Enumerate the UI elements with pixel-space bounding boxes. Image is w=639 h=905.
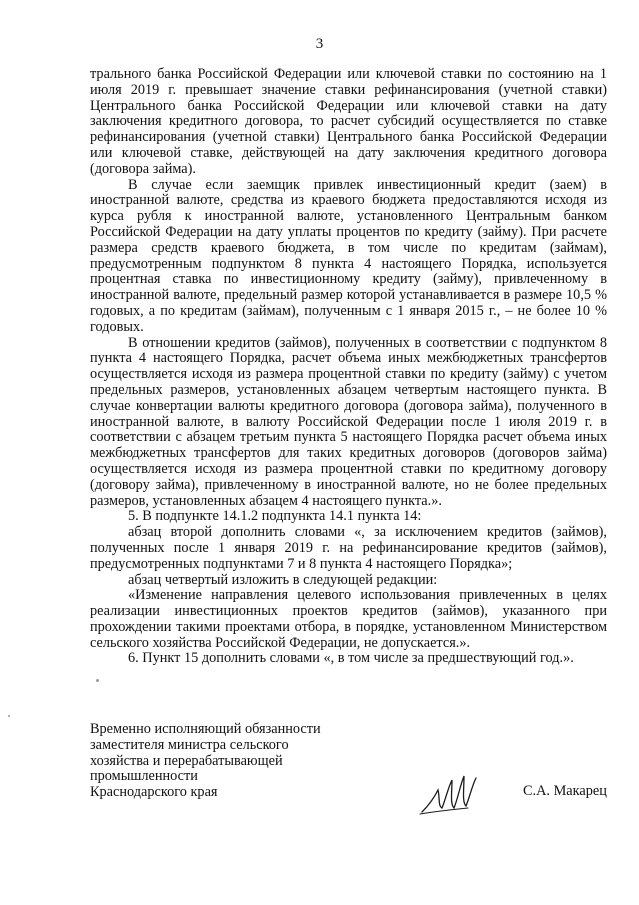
signatory-position-line: хозяйства и перерабатывающей	[90, 752, 283, 769]
paragraph-item-5-quote: «Изменение направления целевого использования привлеченных в целях реализации инвестиционных проектов кредитов (займов), указанного при прохождении такими проектами отбора, в порядке, установленном Министерством сельского хозяйства Российской Федерации, не допускается.».	[90, 587, 607, 651]
signatory-position-line: Краснодарского края	[90, 784, 218, 801]
handwritten-signature	[418, 768, 484, 820]
signatory-position	[90, 722, 350, 801]
scan-speck	[8, 715, 10, 717]
scan-speck	[96, 679, 99, 682]
document-body	[90, 67, 607, 667]
page-number: 3	[315, 36, 324, 52]
paragraph-item-6: 6. Пункт 15 дополнить словами «, в том числе за предшествующий год.».	[128, 650, 574, 667]
paragraph-foreign-currency: В случае если заемщик привлек инвестиционный кредит (заем) в иностранной валюте, средства из краевого бюджета предоставляются исходя из курса рубля к иностранной валюте, установленного Центральным банком Российской Федерации на дату уплаты процентов по кредиту (займу). При расчете размера средств краевого бюджета, в том числе по кредитам (займам), предусмотренным подпунктом 8 пункта 4 настоящего Порядка, используется процентная ставка по инвестиционному кредиту (займу), привлеченному в иностранной валюте, предельный размер которой устанавливается в размере 10,5 % годовых, а по кредитам (займам), полученным с 1 января 2015 г., – не более 10 % годовых.	[90, 176, 607, 335]
signatory-position-line: заместителя министра сельского	[90, 736, 289, 753]
paragraph-item-5-abzac-2: абзац второй дополнить словами «, за исключением кредитов (займов), полученных после 1 января 2019 г. на рефинансирование кредитов (займов), предусмотренных подпунктами 7 и 8 пункта 4 настоящего Порядка»;	[90, 524, 607, 572]
paragraph-continuation: трального банка Российской Федерации или ключевой ставки по состоянию на 1 июля 2019 г. превышает значение ставки рефинансирования (учетной ставки) Центрального банка Российской Федерации или ключевой ставки на дату заключения кредитного договора, то расчет субсидий осуществляется по ставке рефинансирования (учетной ставки) Центрального банка Российской Федерации или ключевой ставке, действующей на дату заключения кредитного договора (договора займа).	[90, 66, 607, 177]
signatory-position-line: Временно исполняющий обязанности	[90, 721, 321, 737]
paragraph-item-5-abzac-4: абзац четвертый изложить в следующей редакции:	[128, 571, 438, 588]
paragraph-item-5: 5. В подпункте 14.1.2 подпункта 14.1 пункта 14:	[128, 508, 422, 525]
signatory-name: С.А. Макарец	[523, 783, 607, 799]
signatory-position-line: промышленности	[90, 768, 198, 785]
paragraph-interbudget-transfers: В отношении кредитов (займов), полученных в соответствии с подпунктом 8 пункта 4 настоящего Порядка, расчет объема иных межбюджетных трансфертов осуществляется исходя из размера процентной ставки по кредиту (займу) с учетом предельных размеров, установленных абзацем четвертым настоящего пункта. В случае конвертации валюты кредитного договора (договора займа), полученного в иностранной валюте, в валюту Российской Федерации после 1 июля 2019 г. в соответствии с абзацем третьим пункта 5 настоящего Порядка расчет объема иных межбюджетных трансфертов для таких кредитных договоров (договоров займа) осуществляется исходя из размера процентной ставки по кредитному договору (договору займа), привлеченному в иностранной валюте, но не более предельных размеров, установленных абзацем 4 настоящего пункта.».	[90, 334, 607, 509]
